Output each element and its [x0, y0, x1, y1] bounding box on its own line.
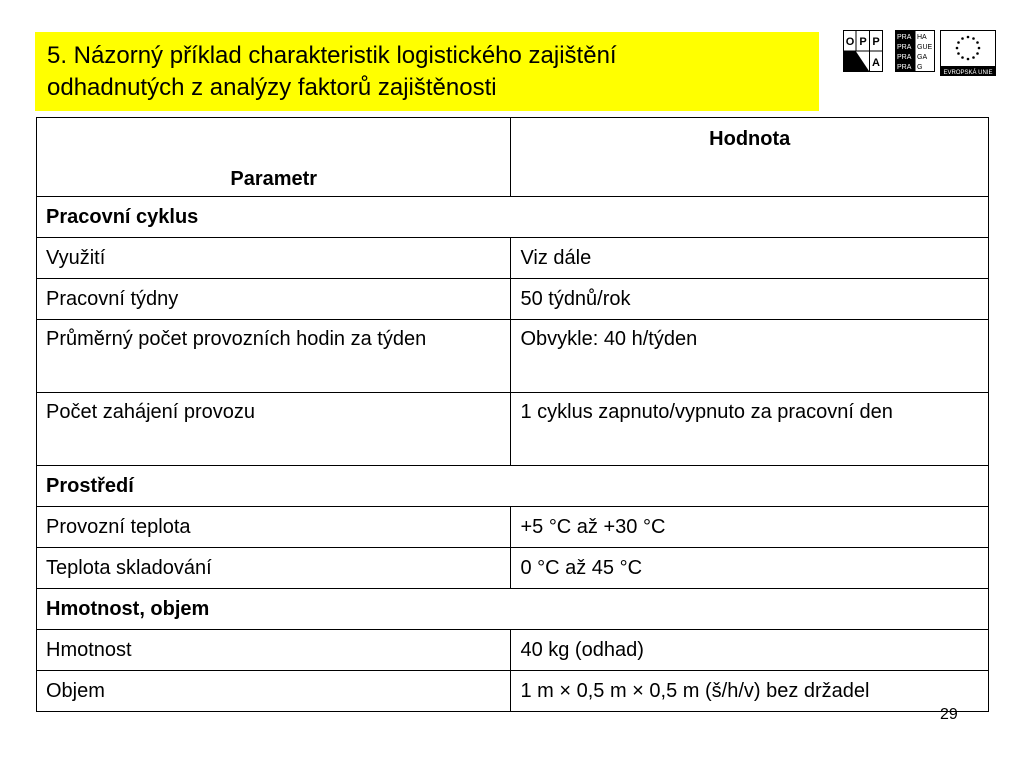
- table-row: [37, 393, 989, 466]
- table-row: [37, 630, 989, 671]
- param-cell: Objem: [37, 671, 511, 712]
- oppa-letter-a: A: [872, 57, 880, 69]
- param-cell: Provozní teplota: [37, 507, 511, 548]
- section-title-pracovni-cyklus: Pracovní cyklus: [37, 197, 989, 238]
- slide-title-line-2: odhadnutých z analýzy faktorů zajištěnosti: [47, 74, 497, 101]
- param-cell: Využití: [37, 238, 511, 279]
- value-cell: Viz dále: [511, 238, 989, 279]
- section-row: [37, 589, 989, 630]
- value-cell: 1 m × 0,5 m × 0,5 m (š/h/v) bez držadel: [511, 671, 989, 712]
- eu-flag-logo: [940, 30, 996, 76]
- header-parametr: Parametr: [37, 118, 511, 197]
- value-cell: 40 kg (odhad): [511, 630, 989, 671]
- table-header-row: [37, 118, 989, 197]
- header-hodnota: Hodnota: [511, 118, 989, 197]
- table-row: [37, 671, 989, 712]
- praha-right-1: HA: [917, 34, 927, 41]
- praha-left-4: PRA: [897, 64, 912, 71]
- table-row: [37, 320, 989, 393]
- praha-right-3: GA: [917, 54, 928, 61]
- value-cell: 50 týdnů/rok: [511, 279, 989, 320]
- slide-title-line-1: 5. Názorný příklad charakteristik logistického zajištění: [47, 42, 617, 69]
- praha-left-3: PRA: [897, 54, 912, 61]
- param-cell: Pracovní týdny: [37, 279, 511, 320]
- oppa-letter-p2: P: [872, 36, 880, 48]
- section-row: [37, 466, 989, 507]
- value-cell: 1 cyklus zapnuto/vypnuto za pracovní den: [511, 393, 989, 466]
- table-row: [37, 507, 989, 548]
- section-title-hmotnost-objem: Hmotnost, objem: [37, 589, 989, 630]
- param-cell: Teplota skladování: [37, 548, 511, 589]
- oppa-letter-o: O: [845, 36, 855, 48]
- eu-caption: EVROPSKÁ UNIE: [943, 70, 993, 76]
- praha-right-2: GUE: [917, 44, 933, 51]
- table-row: [37, 279, 989, 320]
- parameters-table: [36, 117, 989, 712]
- praha-logo: [895, 30, 935, 72]
- praha-left-2: PRA: [897, 44, 912, 51]
- praha-left-1: PRA: [897, 34, 912, 41]
- param-cell: Počet zahájení provozu: [37, 393, 511, 466]
- table-row: [37, 238, 989, 279]
- oppa-logo: [843, 30, 883, 72]
- param-cell: Průměrný počet provozních hodin za týden: [37, 320, 511, 393]
- value-cell: +5 °C až +30 °C: [511, 507, 989, 548]
- section-title-prostredi: Prostředí: [37, 466, 989, 507]
- value-cell: 0 °C až 45 °C: [511, 548, 989, 589]
- value-cell: Obvykle: 40 h/týden: [511, 320, 989, 393]
- param-cell: Hmotnost: [37, 630, 511, 671]
- praha-right-4: G: [917, 64, 923, 71]
- slide-title: [35, 32, 819, 111]
- page-number: 29: [940, 706, 958, 723]
- oppa-letter-p1: P: [859, 36, 867, 48]
- section-row: [37, 197, 989, 238]
- table-row: [37, 548, 989, 589]
